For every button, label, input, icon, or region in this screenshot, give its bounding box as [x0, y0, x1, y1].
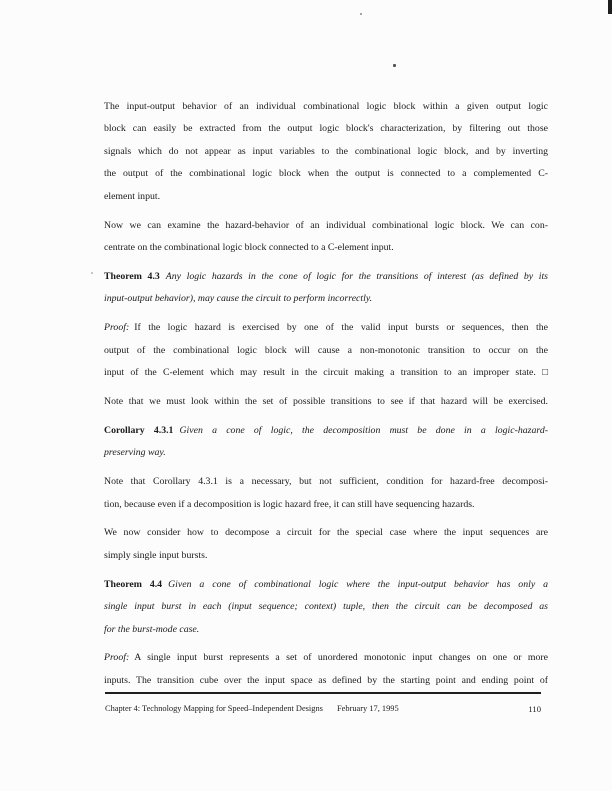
scan-speck: [91, 272, 93, 274]
theorem-4-3-label: Theorem 4.3: [104, 270, 160, 282]
paragraph-examine-hazard: [104, 215, 548, 260]
text-line: the output of the combinational logic block when the output is connected to a complemented C-: [104, 168, 548, 180]
paragraph-consider-decompose: [104, 522, 548, 567]
scan-speck: [393, 64, 396, 67]
proof-text: If the logic hazard is exercised by one of the valid input bursts or sequences, then the: [134, 322, 548, 334]
footer-date: February 17, 1995: [337, 704, 399, 713]
proof-label: Proof:: [104, 652, 130, 664]
theorem-4-3-text: Any logic hazards in the cone of logic for the transitions of interest (as defined by its: [165, 270, 548, 282]
text-line: block can easily be extracted from the output logic block's characterization, by filtering out those: [104, 123, 548, 135]
text-line: signals which do not appear as input variables to the combinational logic block, and by inverting: [104, 145, 548, 157]
corollary-first-line: [104, 420, 548, 442]
text-line: simply single input bursts.: [104, 549, 208, 561]
proof-4-3: [104, 317, 548, 384]
paragraph-extract-behavior: [104, 96, 548, 208]
theorem-4-4-text: Given a cone of combinational logic where the input-output behavior has only a: [168, 578, 549, 590]
text-line: Note that we must look within the set of possible transitions to see if that hazard will be exercised.: [104, 395, 548, 407]
theorem-4-4-label: Theorem 4.4: [104, 578, 163, 590]
text-line: input-output behavior), may cause the circuit to perform incorrectly.: [104, 293, 373, 305]
corollary-4-3-1: [104, 420, 548, 465]
proof-4-4: [104, 647, 548, 692]
text-line: The input-output behavior of an individual combinational logic block within a given output logic: [104, 101, 548, 112]
text-line: tion, because even if a decomposition is logic hazard free, it can still have sequencing hazards.: [104, 498, 475, 510]
note-hazard-exercised: [104, 391, 548, 413]
text-line: preserving way.: [104, 447, 166, 459]
corollary-label: Corollary 4.3.1: [104, 424, 174, 436]
theorem-first-line: [104, 266, 548, 288]
text-line: Note that Corollary 4.3.1 is a necessary, but not sufficient, condition for hazard-free decomposi-: [104, 476, 548, 488]
text-line: for the burst-mode case.: [104, 623, 200, 635]
text-line: output of the combinational logic block will cause a non-monotonic transition to occur on the: [104, 344, 548, 356]
body-text: [104, 96, 548, 699]
proof-text: A single input burst represents a set of unordered monotonic input changes on one or more: [134, 652, 548, 664]
theorem-first-line: [104, 574, 548, 596]
scan-artifact-corner: [608, 0, 612, 14]
theorem-4-4: [104, 574, 548, 641]
proof-label: Proof:: [104, 322, 130, 334]
footer-page-number: 110: [528, 704, 541, 714]
footer-rule: [105, 692, 541, 694]
text-line: Now we can examine the hazard-behavior of an individual combinational logic block. We can con-: [104, 219, 548, 231]
scan-speck: [360, 13, 362, 15]
text-line: single input burst in each (input sequence; context) tuple, then the circuit can be decomposed as: [104, 601, 548, 613]
proof-first-line: [104, 647, 548, 669]
note-corollary-necessary: [104, 471, 548, 516]
text-line: centrate on the combinational logic block connected to a C-element input.: [104, 241, 394, 253]
text-line: element input.: [104, 190, 161, 202]
text-line-qed: input of the C-element which may result in the circuit making a transition to an improper state. □: [104, 366, 548, 378]
text-line: We now consider how to decompose a circuit for the special case where the input sequences are: [104, 527, 548, 539]
text-line: inputs. The transition cube over the input space as defined by the starting point and ending point of: [104, 674, 548, 686]
theorem-4-3: [104, 266, 548, 311]
proof-first-line: [104, 317, 548, 339]
corollary-text: Given a cone of logic, the decomposition must be done in a logic-hazard-: [179, 424, 548, 436]
footer-chapter-title: Chapter 4: Technology Mapping for Speed–Independent Designs: [105, 704, 323, 713]
